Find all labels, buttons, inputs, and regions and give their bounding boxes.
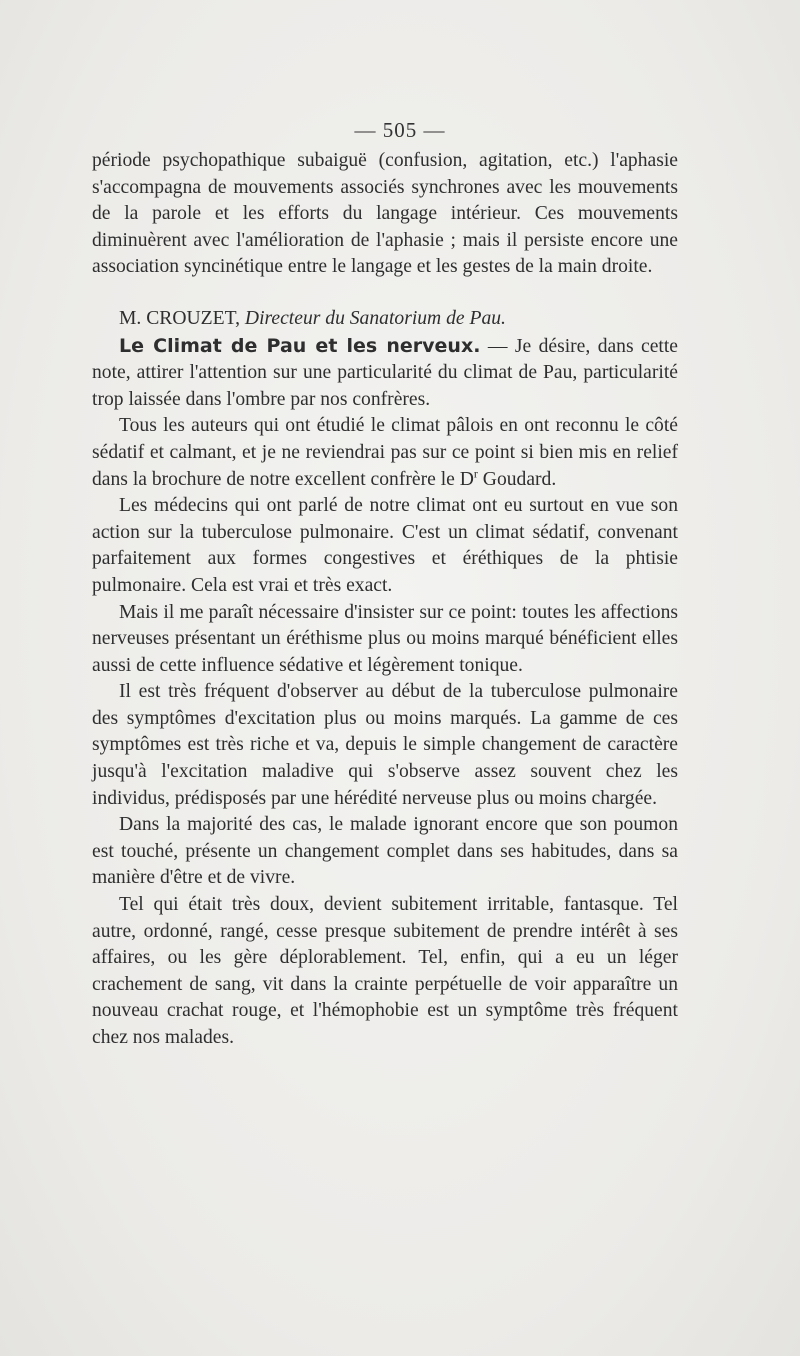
paragraph: Tel qui était très doux, devient subitement irritable, fantasque. Tel autre, ordonné, rangé, cesse presque subitement de prendre intérêt à ses affaires, ou les gère déplorablement. Tel, enfin, qui a eu un léger crachement de sang, vit dans la crainte perpétuelle de voir apparaître un nouveau crachat rouge, et l'hémophobie est un symptôme très fréquent chez nos malades. [92, 894, 678, 1048]
paragraph-text-end: Goudard. [477, 468, 557, 490]
paragraph: Mais il me paraît nécessaire d'insister sur ce point: toutes les affections nerveuses présentant un éréthisme plus ou moins marqué bénéficient elles aussi de cette influence sédative et légèrement tonique. [92, 601, 678, 676]
author-line [92, 306, 678, 333]
section-heading: Le Climat de Pau et les nerveux. [119, 334, 481, 357]
paragraph: Il est très fréquent d'observer au début de la tuberculose pulmonaire des symptômes d'excitation plus ou moins marqués. La gamme de ces symptômes est très riche et va, depuis le simple changement de caractère jusqu'à l'excitation maladive qui s'observe assez souvent chez les individus, prédisposés par une hérédité nerveuse plus ou moins chargée. [92, 681, 678, 809]
paragraph [92, 413, 678, 493]
author-title: Directeur du Sanatorium de Pau. [244, 307, 506, 329]
paragraph-heading [92, 333, 678, 414]
author-name: M. CROUZET, [119, 307, 241, 329]
paragraph-continuation: période psychopathique subaiguë (confusion, agitation, etc.) l'aphasie s'accompagna de mouvements associés synchrones avec les mouvements de la parole et les efforts du langage intérieur. Ces mouvements diminuèrent avec l'amélioration de l'aphasie ; mais il persiste encore une association syncinétique entre le langage et les gestes de la main droite. [92, 150, 678, 278]
paragraph-text: Tous les auteurs qui ont étudié le climat pâlois en ont reconnu le côté sédatif et calmant, et je ne reviendrai pas sur ce point si bien mis en relief dans la brochure de notre excellent confrère le D [92, 415, 678, 490]
superscript: r [473, 466, 478, 480]
page-number: — 505 — [354, 118, 446, 142]
paragraph: Les médecins qui ont parlé de notre climat ont eu surtout en vue son action sur la tuberculose pulmonaire. C'est un climat sédatif, convenant parfaitement aux formes congestives et éréthiques de la phtisie pulmonaire. Cela est vrai et très exact. [92, 495, 678, 596]
paragraph: Dans la majorité des cas, le malade ignorant encore que son poumon est touché, présente un changement complet dans ses habitudes, dans sa manière d'être et de vivre. [92, 814, 678, 889]
paragraph-intro-text: — Je désire, dans cette note, attirer l'attention sur une particularité du climat de Pau, particularité trop laissée dans l'ombre par nos confrères. [92, 335, 678, 410]
body-text [92, 148, 678, 1052]
